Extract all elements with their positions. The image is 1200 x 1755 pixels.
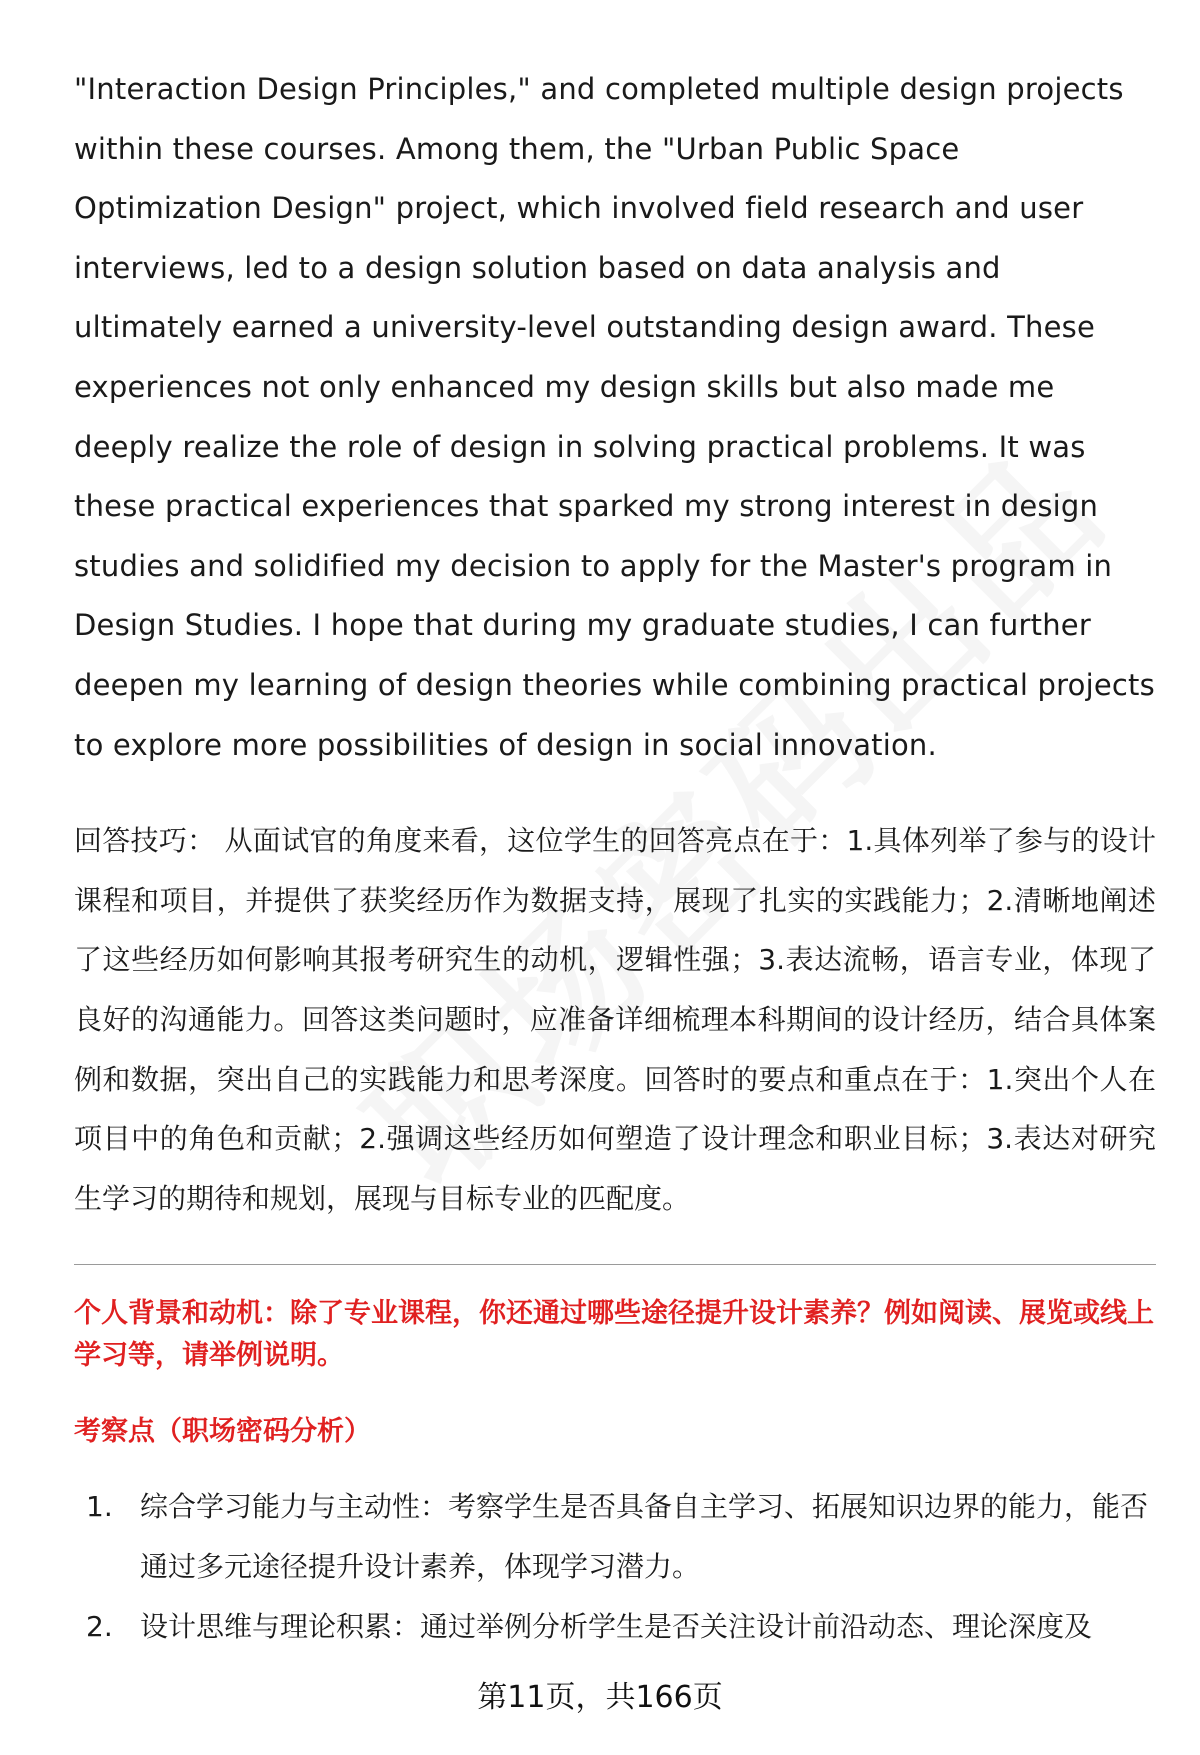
page-content <box>74 60 1156 1657</box>
list-text: 综合学习能力与主动性：考察学生是否具备自主学习、拓展知识边界的能力，能否通过多元途径提升设计素养，体现学习潜力。 <box>140 1490 1149 1584</box>
list-number: 2. <box>86 1610 113 1644</box>
answer-paragraph: "Interaction Design Principles," and completed multiple design projects within these courses. Among them, the "Urban Public Space Optimization Design" project, which involved field research and user interviews, led to a design solution based on data analysis and ultimately earned a university-level outstanding design award. These experiences not only enhanced my design skills but also made me deeply realize the role of design in solving practical problems. It was these practical experiences that sparked my strong interest in design studies and solidified my decision to apply for the Master's program in Design Studies. I hope that during my graduate studies, I can further deepen my learning of design theories while combining practical projects to explore more possibilities of design in social innovation. <box>74 72 1155 762</box>
assessment-points <box>74 1477 1156 1657</box>
list-text: 设计思维与理论积累：通过举例分析学生是否关注设计前沿动态、理论深度及 <box>140 1610 1093 1644</box>
list-number: 1. <box>86 1490 113 1524</box>
assessment-subheading: 考察点（职场密码分析） <box>74 1416 371 1448</box>
page-number-footer: 第11页，共166页 <box>477 1680 723 1715</box>
section-divider <box>74 1264 1156 1265</box>
list-item <box>74 1477 1156 1597</box>
answer-tips: 回答技巧： 从面试官的角度来看，这位学生的回答亮点在于：1.具体列举了参与的设计课程和项目，并提供了获奖经历作为数据支持，展现了扎实的实践能力；2.清晰地阐述了这些经历如何影响其报考研究生的动机，逻辑性强；3.表达流畅，语言专业，体现了良好的沟通能力。回答这类问题时，应准备详细梳理本科期间的设计经历，结合具体案例和数据，突出自己的实践能力和思考深度。回答时的要点和重点在于：1.突出个人在项目中的角色和贡献；2.强调这些经历如何塑造了设计理念和职业目标；3.表达对研究生学习的期待和规划，展现与目标专业的匹配度。 <box>74 824 1156 1215</box>
question-heading: 个人背景和动机：除了专业课程，你还通过哪些途径提升设计素养？例如阅读、展览或线上学习等，请举例说明。 <box>74 1298 1154 1372</box>
list-item <box>74 1597 1156 1657</box>
